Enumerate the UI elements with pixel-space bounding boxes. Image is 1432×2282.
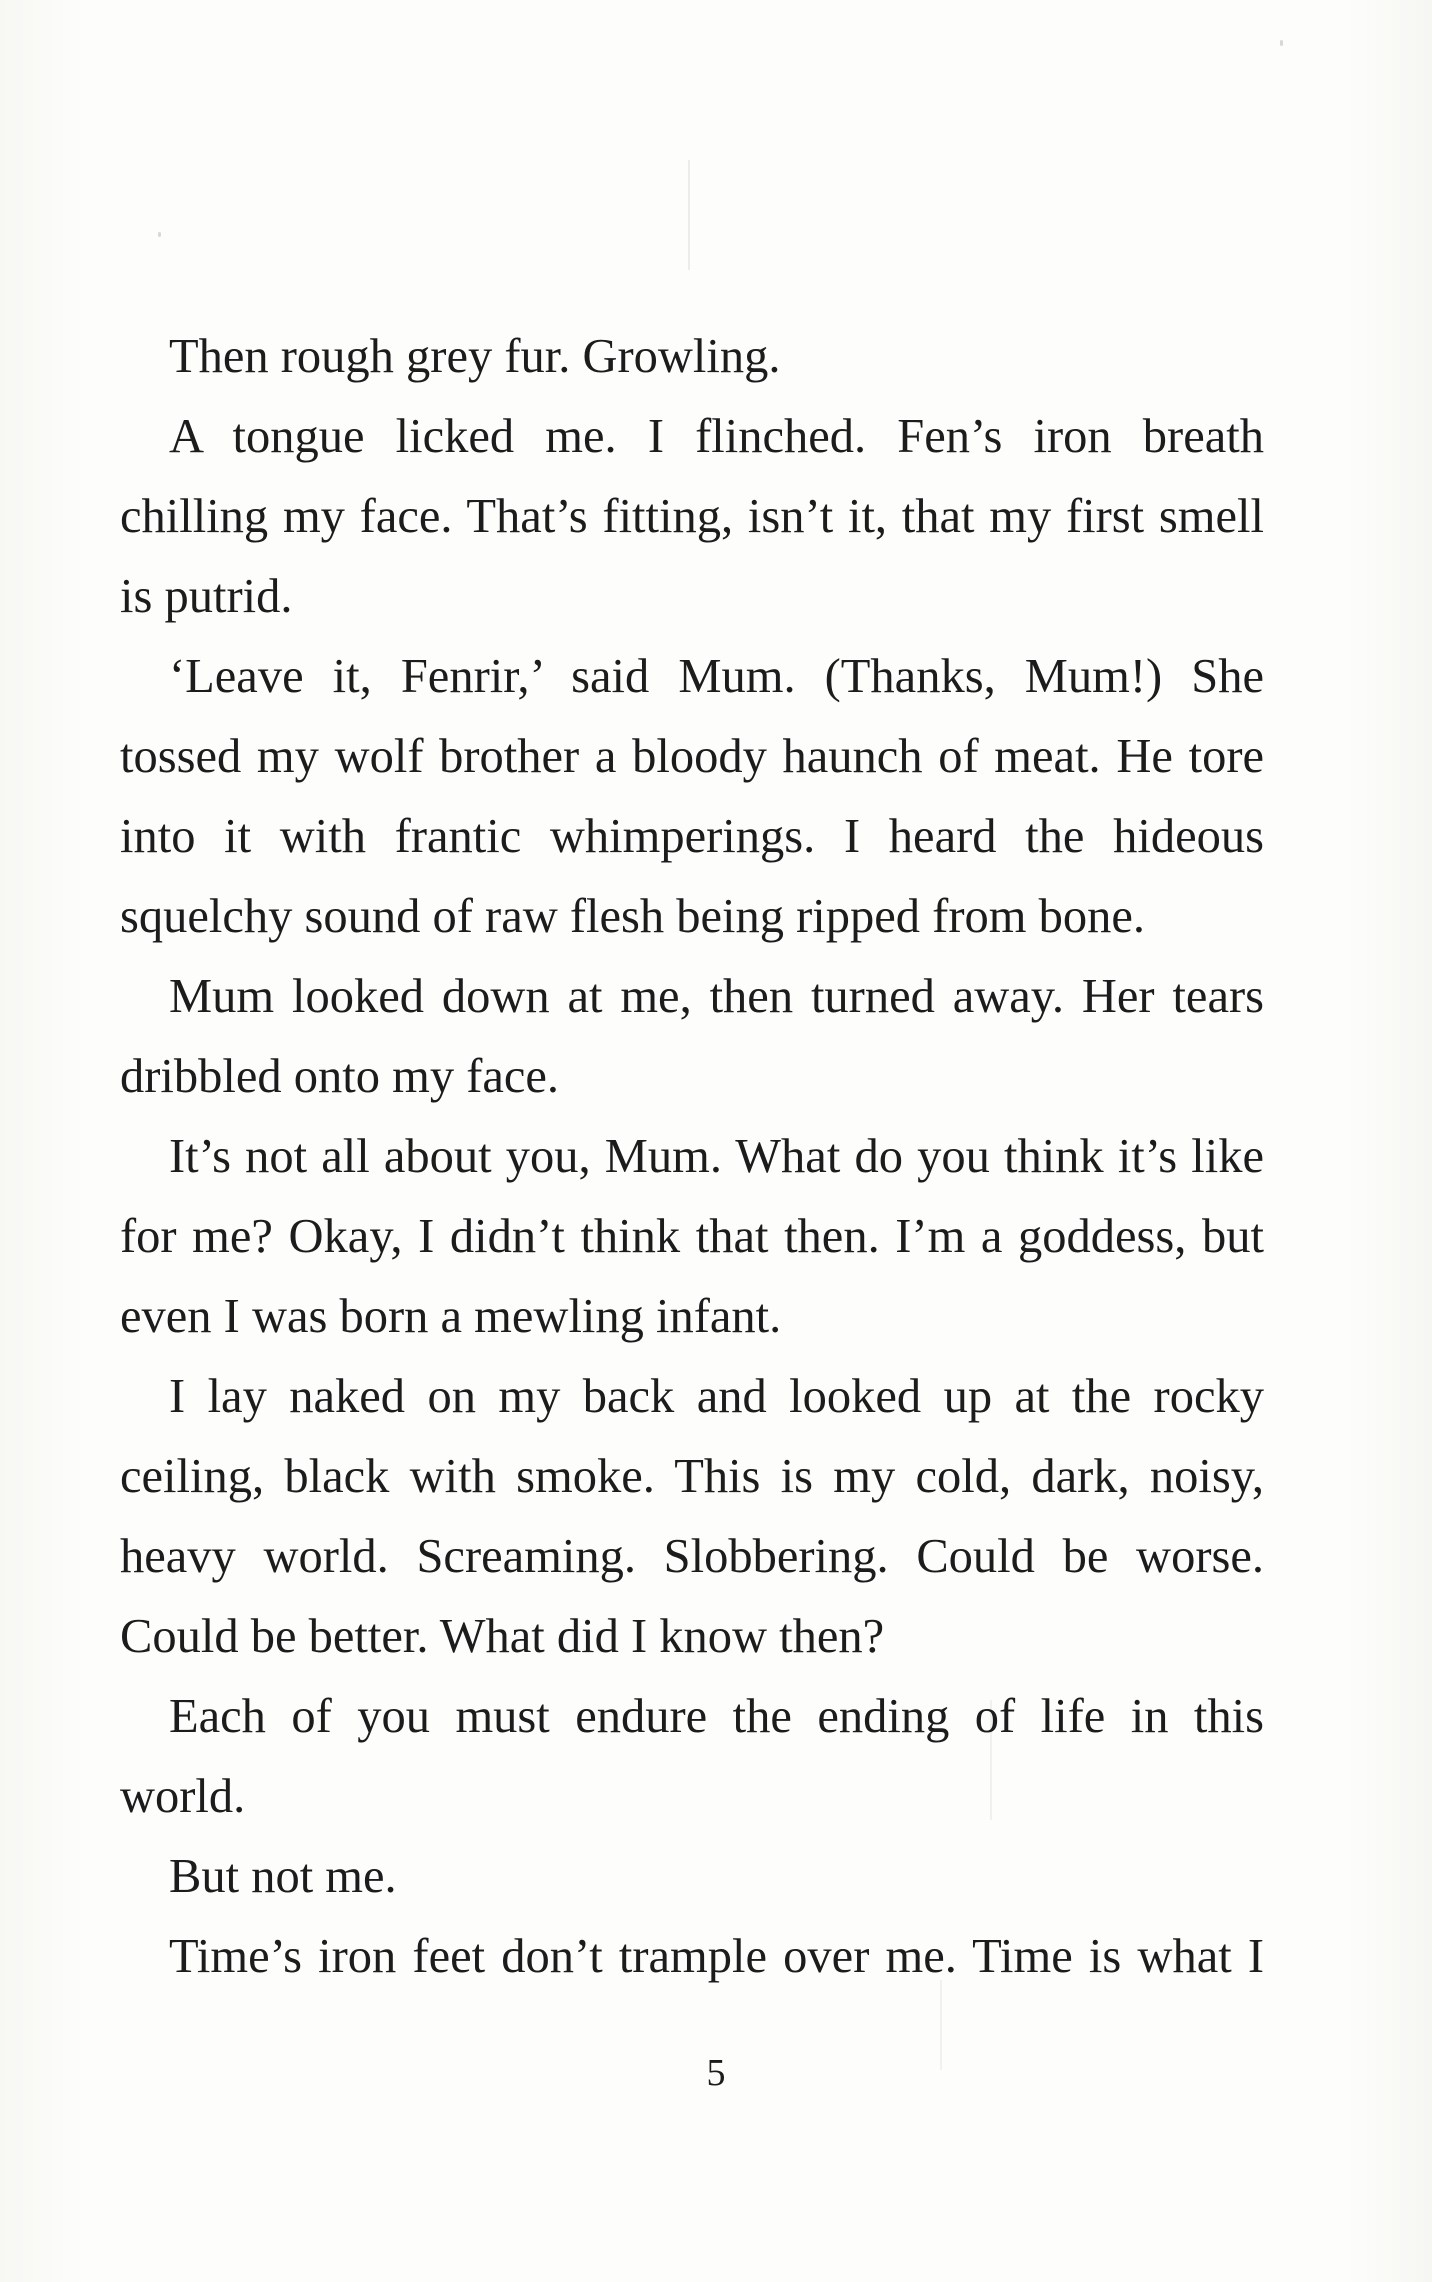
paragraph: Time’s iron feet don’t trample over me. Time is what I — [169, 1930, 1264, 1983]
paragraph: I lay naked on my back and looked up at the rocky ceiling, black with smoke. This is my cold, dark, noisy, heavy world. Screaming. Slobbering. Could be worse. Could be better. What did I know then? — [120, 1370, 1264, 1663]
paragraph: A tongue licked me. I flinched. Fen’s iron breath chilling my face. That’s fitting, isn’t it, that my first smell is putrid. — [120, 410, 1264, 623]
paragraph: Mum looked down at me, then turned away. Her tears dribbled onto my face. — [120, 970, 1264, 1103]
paragraph: Each of you must endure the ending of life in this world. — [120, 1690, 1264, 1823]
paragraph: ‘Leave it, Fenrir,’ said Mum. (Thanks, Mum!) She tossed my wolf brother a bloody haunch of meat. He tore into it with frantic whimperings. I heard the hideous squelchy sound of raw flesh being ripped from bone. — [120, 650, 1264, 943]
paper-crease — [688, 160, 690, 270]
paragraph: Then rough grey fur. Growling. — [169, 330, 781, 383]
body-text — [120, 317, 1264, 1997]
page-number: 5 — [706, 2052, 726, 2094]
paper-speck — [158, 232, 161, 237]
paper-speck — [1280, 40, 1283, 46]
paragraph: It’s not all about you, Mum. What do you think it’s like for me? Okay, I didn’t think that then. I’m a goddess, but even I was born a mewling infant. — [120, 1130, 1264, 1343]
paragraph: But not me. — [169, 1850, 397, 1903]
